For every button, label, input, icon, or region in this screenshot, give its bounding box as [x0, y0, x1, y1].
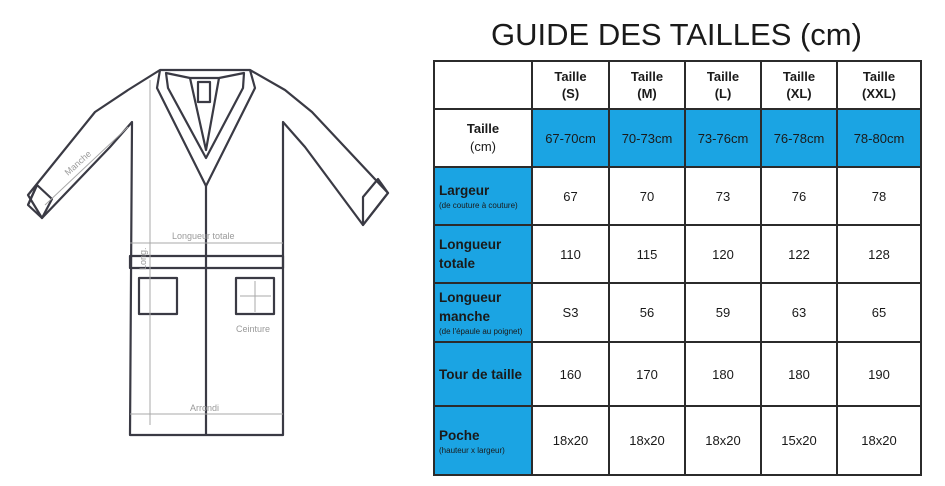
table-cell: 190: [837, 342, 921, 406]
table-cell: 170: [609, 342, 685, 406]
table-cell: 67: [532, 167, 609, 225]
table-row: [434, 167, 921, 225]
belt-label: Ceinture: [236, 324, 271, 334]
table-cell: 120: [685, 225, 761, 283]
table-cell: 18x20: [685, 406, 761, 475]
row-label-pocket: Poche (hauteur x largeur): [434, 406, 532, 475]
table-cell: 18x20: [532, 406, 609, 475]
table-cell: S3: [532, 283, 609, 342]
size-range-cell: 73-76cm: [685, 109, 761, 167]
robe-outline: [28, 70, 388, 435]
size-range-cell: 70-73cm: [609, 109, 685, 167]
table-cell: 18x20: [609, 406, 685, 475]
right-cuff: [363, 179, 388, 225]
sleeve-label: Manche: [62, 148, 94, 178]
table-cell: 76: [761, 167, 837, 225]
table-cell: 63: [761, 283, 837, 342]
table-cell: 160: [532, 342, 609, 406]
table-cell: 180: [761, 342, 837, 406]
col-header-l: Taille (L): [685, 61, 761, 109]
table-cell: 122: [761, 225, 837, 283]
table-cell: 15x20: [761, 406, 837, 475]
table-cell: 78: [837, 167, 921, 225]
size-range-cell: 67-70cm: [532, 109, 609, 167]
size-row-label: Taille (cm): [434, 109, 532, 167]
table-cell: 110: [532, 225, 609, 283]
row-label-width: Largeur (de couture à couture): [434, 167, 532, 225]
table-row: [434, 225, 921, 283]
table-cell: 70: [609, 167, 685, 225]
col-header-s: Taille (S): [532, 61, 609, 109]
row-label-sleeve-length: Longueur manche (de l'épaule au poignet): [434, 283, 532, 342]
size-chart-table: [433, 60, 922, 476]
row-label-waist: Tour de taille: [434, 342, 532, 406]
col-header-xl: Taille (XL): [761, 61, 837, 109]
size-range-cell: 78-80cm: [837, 109, 921, 167]
bathrobe-diagram: [0, 0, 420, 486]
row-label-total-length: Longueur totale: [434, 225, 532, 283]
table-cell: 180: [685, 342, 761, 406]
table-cell: 73: [685, 167, 761, 225]
table-cell: 59: [685, 283, 761, 342]
left-pocket: [139, 278, 177, 314]
table-row: [434, 406, 921, 475]
table-cell: 18x20: [837, 406, 921, 475]
size-range-row: [434, 109, 921, 167]
col-header-m: Taille (M): [609, 61, 685, 109]
col-header-xxl: Taille (XXL): [837, 61, 921, 109]
collar-outer: [157, 70, 255, 186]
table-cell: 115: [609, 225, 685, 283]
length-side-label: Long.: [138, 247, 148, 270]
header-row: [434, 61, 921, 109]
total-width-label: Longueur totale: [172, 231, 235, 241]
table-row: [434, 342, 921, 406]
table-cell: 56: [609, 283, 685, 342]
table-cell: 65: [837, 283, 921, 342]
hem-label: Arrondi: [190, 403, 220, 413]
table-cell: 128: [837, 225, 921, 283]
size-range-cell: 76-78cm: [761, 109, 837, 167]
page-title: GUIDE DES TAILLES (cm): [491, 17, 862, 52]
corner-cell: [434, 61, 532, 109]
table-row: [434, 283, 921, 342]
hanging-loop: [198, 82, 210, 102]
